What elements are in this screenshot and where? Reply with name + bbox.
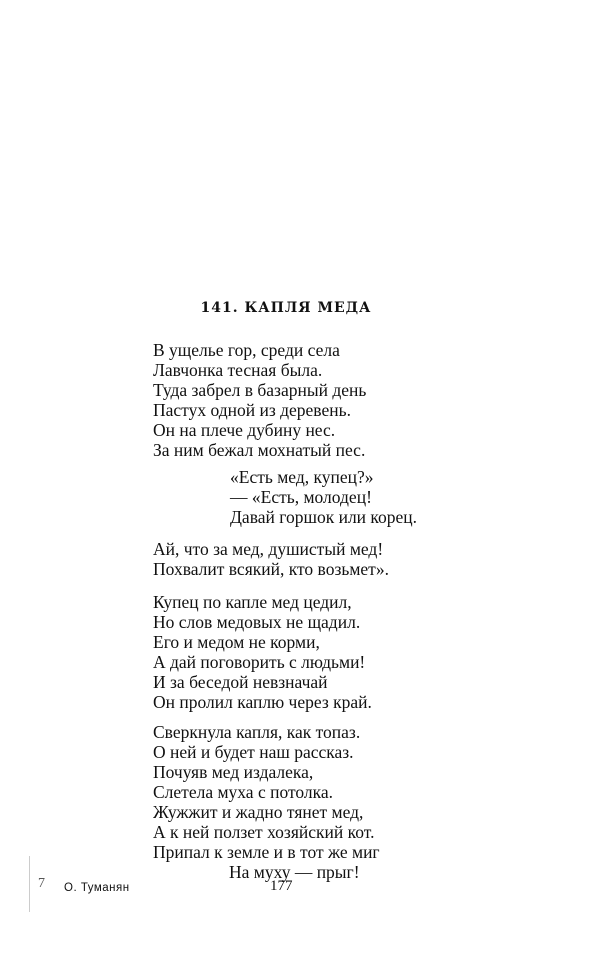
signature-mark: 7 (38, 876, 45, 891)
poem-line: О ней и будет наш рассказ. (153, 742, 354, 762)
poem-line: Он пролил каплю через край. (153, 692, 372, 712)
poem-line: А к ней ползет хозяйский кот. (153, 822, 375, 842)
footer-author: О. Туманян (64, 882, 130, 894)
poem-line: Он на плече дубину нес. (153, 420, 336, 440)
poem-line: Почуяв мед издалека, (153, 762, 314, 782)
poem-title: 141. КАПЛЯ МЕДА (200, 300, 372, 316)
poem-line: Ай, что за мед, душистый мед! (153, 539, 384, 559)
poem-line: Слетела муха с потолка. (153, 782, 334, 802)
page-number: 177 (270, 878, 293, 894)
poem-line: На муху — прыг! (229, 862, 360, 882)
poem-line: Его и медом не корми, (153, 632, 320, 652)
poem-line: «Есть мед, купец?» (230, 467, 374, 487)
poem-line: Сверкнула капля, как топаз. (153, 722, 361, 742)
poem-line: В ущелье гор, среди села (153, 340, 340, 360)
poem-line: Купец по капле мед цедил, (153, 592, 352, 612)
poem-line: Жужжит и жадно тянет мед, (153, 802, 364, 822)
poem-line: Туда забрел в базарный день (153, 380, 367, 400)
poem-line: А дай поговорить с людьми! (153, 652, 366, 672)
poem-line: Припал к земле и в тот же миг (153, 842, 380, 862)
poem-line: И за беседой невзначай (153, 672, 328, 692)
poem-line: — «Есть, молодец! (230, 487, 372, 507)
poem-line: Давай горшок или корец. (230, 507, 418, 527)
poem-line: Лавчонка тесная была. (153, 360, 323, 380)
poem-line: Пастух одной из деревень. (153, 400, 351, 420)
poem-line: Но слов медовых не щадил. (153, 612, 361, 632)
poem-line: Похвалит всякий, кто возьмет». (153, 559, 389, 579)
poem-line: За ним бежал мохнатый пес. (153, 440, 366, 460)
